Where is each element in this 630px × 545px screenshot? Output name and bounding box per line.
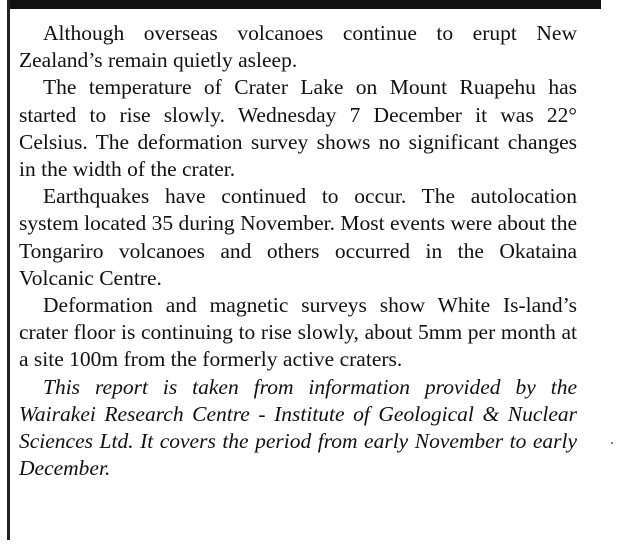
source-credit: This report is taken from information provided by the Wairakei Research Centre - Institute of Geological & Nuclear Sciences Ltd. It covers the period from early November to early December. xyxy=(19,374,577,481)
top-rule xyxy=(7,0,601,9)
left-column-rule xyxy=(7,0,10,540)
article-body xyxy=(19,20,577,482)
print-speck xyxy=(611,442,613,444)
paragraph-intro: Although overseas volcanoes continue to erupt New Zealand’s remain quietly asleep. xyxy=(19,21,577,73)
paragraph-earthquakes: Earthquakes have continued to occur. The autolocation system located 35 during November. Most events were about the Tongariro volcanoes and others occurred in the Okataina Volcanic Centre. xyxy=(19,184,577,290)
paragraph-crater-lake: The temperature of Crater Lake on Mount Ruapehu has started to rise slowly. Wednesday 7 December it was 22° Celsius. The deformation survey shows no significant changes in the width of the crater. xyxy=(19,75,577,182)
paragraph-white-island: Deformation and magnetic surveys show White Is-land’s crater floor is continuing to rise slowly, about 5mm per month at a site 100m from the formerly active craters. xyxy=(19,293,577,372)
